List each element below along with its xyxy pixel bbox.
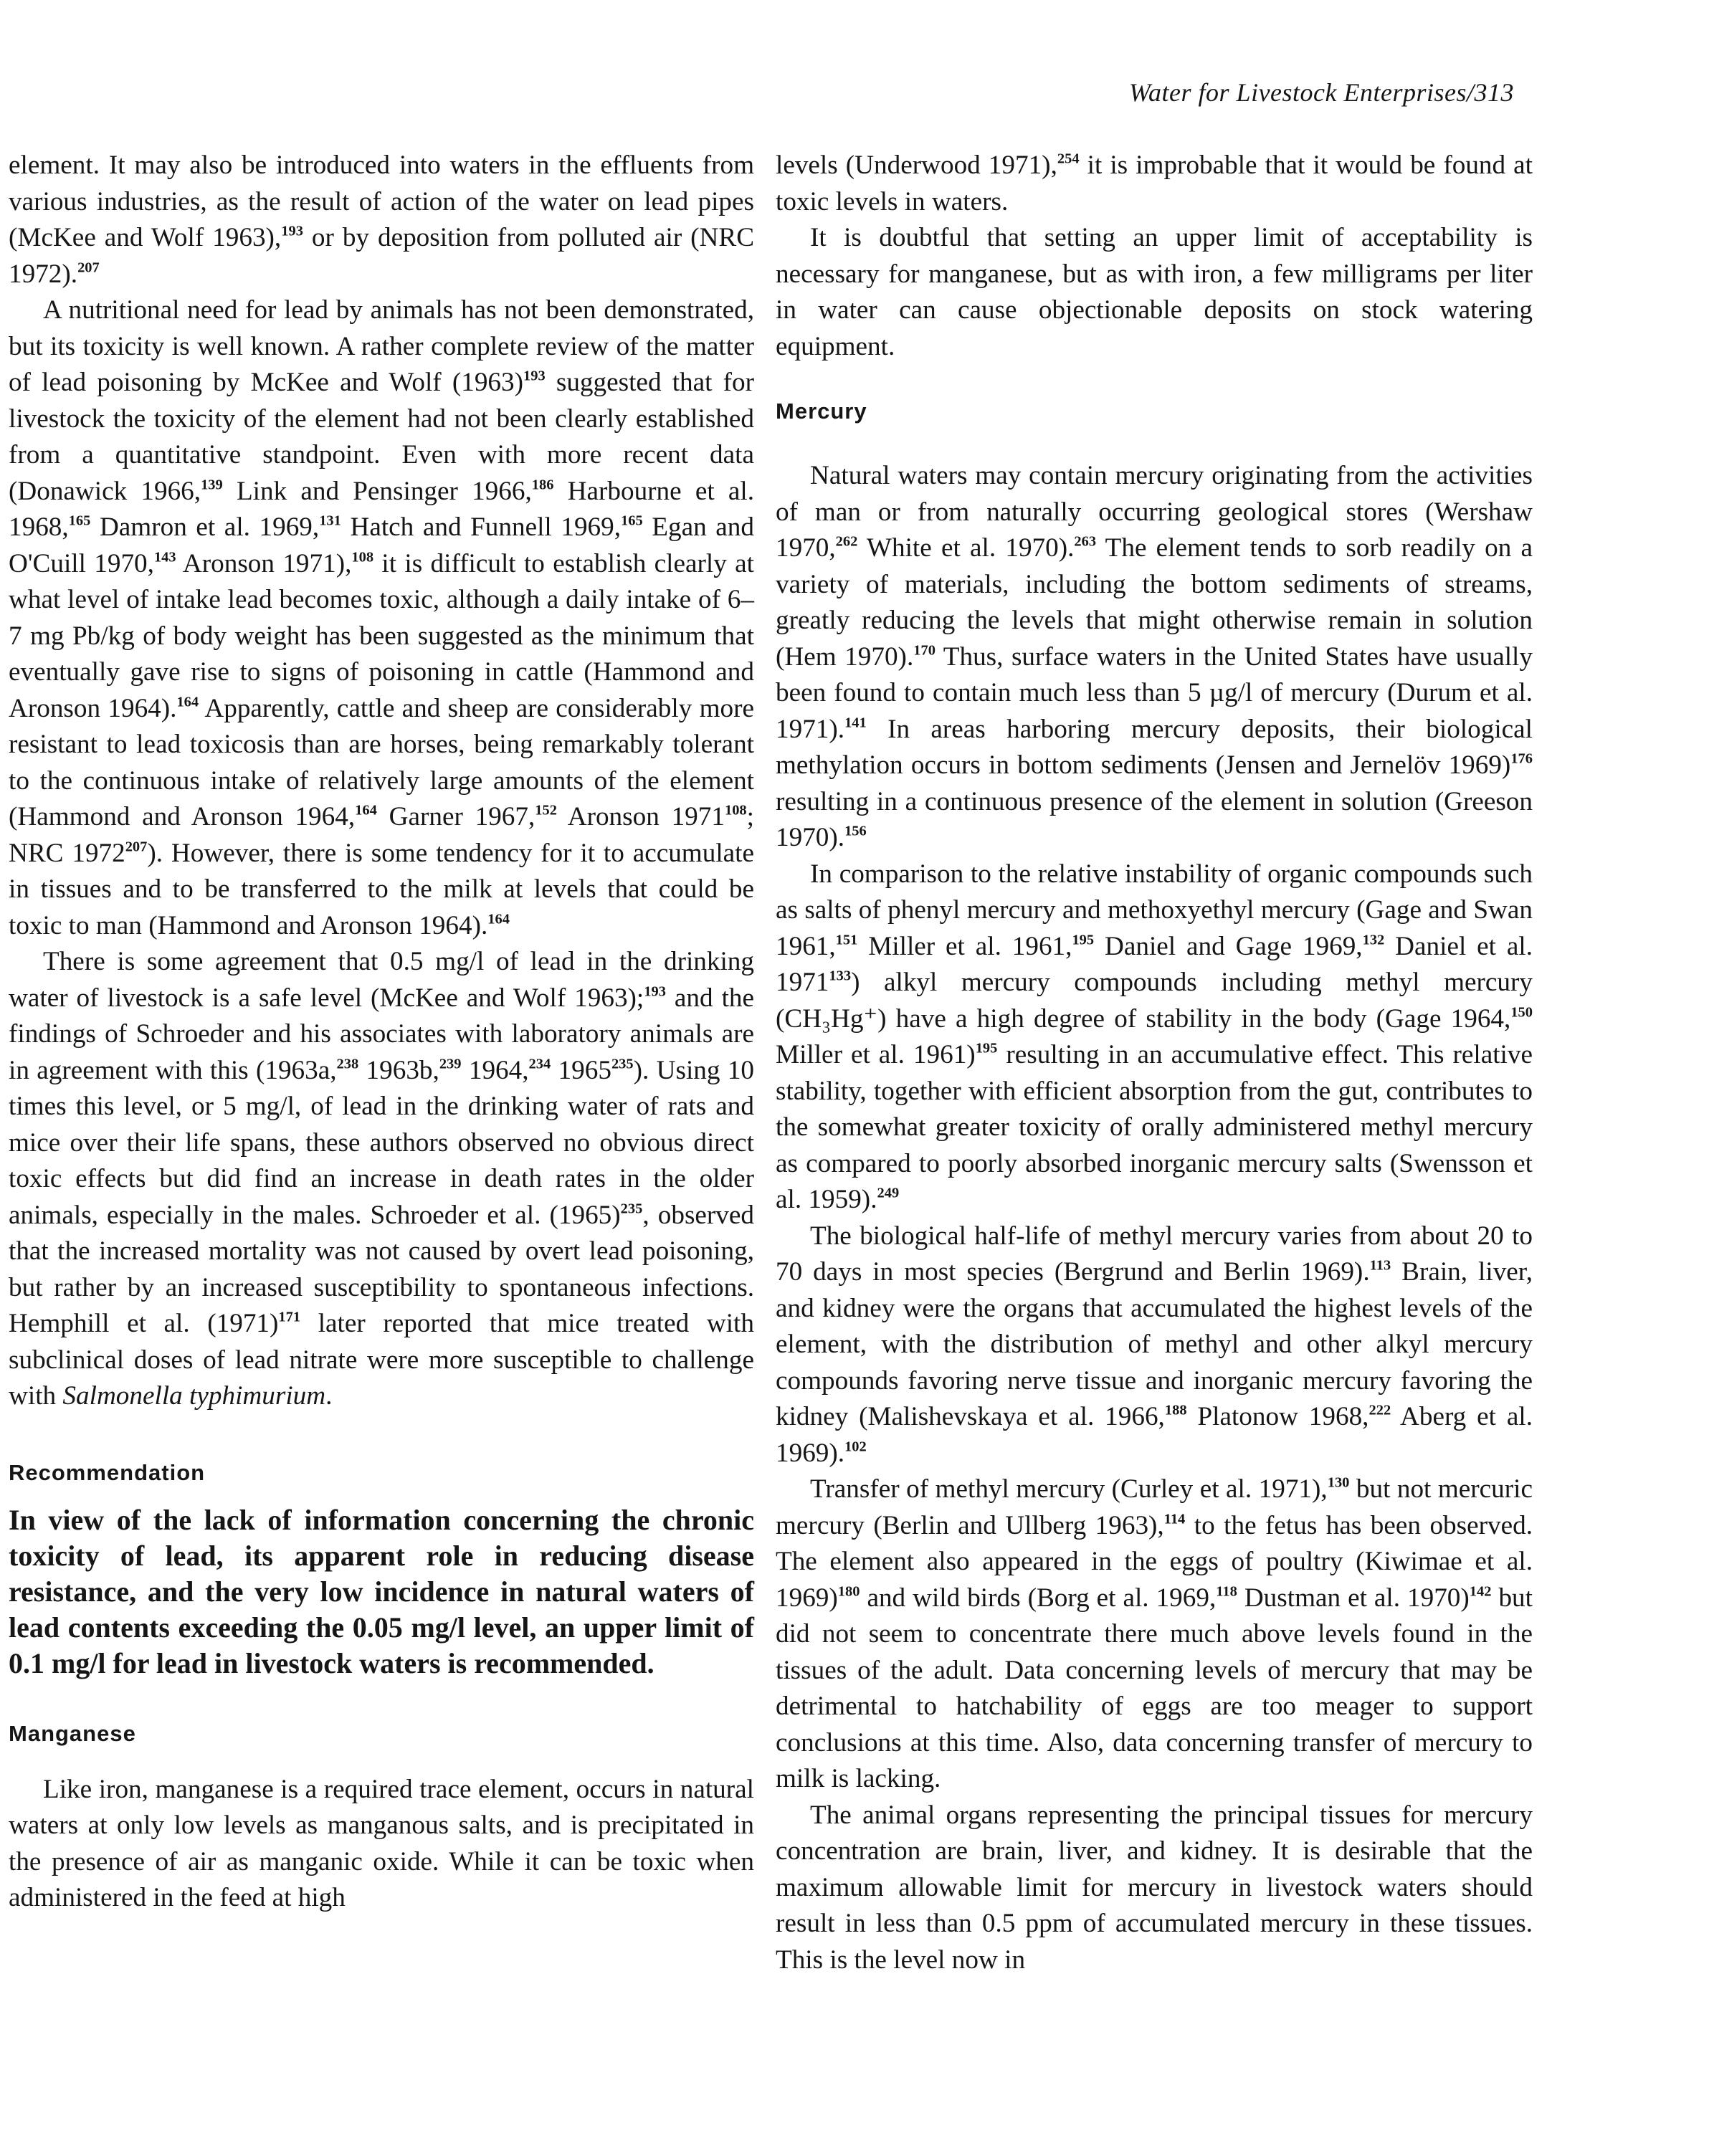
- citation-ref: 114: [1163, 1511, 1186, 1527]
- citation-ref: 207: [125, 839, 148, 855]
- citation-ref: 188: [1164, 1402, 1187, 1418]
- citation-ref: 176: [1510, 750, 1533, 767]
- citation-ref: 234: [528, 1056, 551, 1072]
- paragraph: In comparison to the relative instability of organic compounds such as salts of phenyl mercury and methoxyethyl mercury (Gage and Swan 1961,$^{151}$ Miller et al. 1961,$^{195}$ Daniel and Gage 1969,$^{132}$ Daniel et al. 1971$^{133}$) alkyl mercury compounds including methyl mercury (CH₃Hg⁺) have a high degree of stability in the body (Gage 1964,$^{150}$ Miller et al. 1961)$^{195}$ resulting in an accumulative effect. This relative stability, together with efficient absorption from the gut, contributes to the somewhat greater toxicity of orally administered methyl mercury as compared to poorly absorbed inorganic mercury salts (Swensson et al. 1959).$^{249}$: [776, 859, 1533, 1214]
- paragraph: element. It may also be introduced into waters in the effluents from various industries, as the result of action of the water on lead pipes (McKee and Wolf 1963),$^{193}$ or by deposition from polluted air (NRC 1972).$^{207}$: [9, 151, 755, 289]
- italic-organism-name: Salmonella typhimurium: [62, 1381, 326, 1411]
- paragraph: Natural waters may contain mercury originating from the activities of man or from naturally occurring geological stores (Wershaw 1970,$^{262}$ White et al. 1970).$^{263}$ The element tends to sorb readily on a variety of materials, including the bottom sediments of streams, greatly reducing the levels that might otherwise remain in solution (Hem 1970).$^{170}$ Thus, surface waters in the United States have usually been found to contain much less than 5 µg/l of mercury (Durum et al. 1971).$^{141}$ In areas harboring mercury deposits, their biological methylation occurs in bottom sediments (Jensen and Jernelöv 1969)$^{176}$ resulting in a continuous presence of the element in solution (Greeson 1970).$^{156}$: [776, 461, 1533, 852]
- citation-ref: 164: [176, 694, 199, 710]
- paragraph: It is doubtful that setting an upper limit of acceptability is necessary for manganese, but as with iron, a few milligrams per liter in water can cause objectionable deposits on stock watering equipment.: [776, 223, 1533, 361]
- citation-ref: 150: [1510, 1004, 1533, 1021]
- left-column: [9, 148, 754, 1917]
- citation-ref: 108: [724, 802, 747, 819]
- citation-ref: 186: [531, 477, 554, 493]
- citation-ref: 207: [77, 259, 100, 276]
- citation-ref: 249: [877, 1185, 900, 1201]
- citation-ref: 164: [487, 911, 510, 927]
- citation-ref: 254: [1057, 151, 1080, 167]
- citation-ref: 235: [611, 1056, 634, 1072]
- citation-ref: 151: [835, 932, 858, 948]
- citation-ref: 170: [913, 642, 936, 659]
- citation-ref: 195: [1072, 932, 1095, 948]
- citation-ref: 133: [829, 968, 852, 984]
- right-column: [776, 148, 1533, 1978]
- paragraph: levels (Underwood 1971),$^{254}$ it is improbable that it would be found at toxic levels in waters.: [776, 151, 1533, 216]
- citation-ref: 139: [201, 477, 223, 493]
- citation-ref: 193: [281, 223, 303, 239]
- citation-ref: 222: [1368, 1402, 1391, 1418]
- section-heading-recommendation: Recommendation: [9, 1459, 206, 1485]
- paragraph: Like iron, manganese is a required trace element, occurs in natural waters at only low levels as manganous salts, and is precipitated in the presence of air as manganic oxide. While it can be toxic when administered in the feed at high: [9, 1774, 754, 1912]
- citation-ref: 152: [535, 802, 557, 819]
- section-heading-mercury: Mercury: [776, 399, 867, 424]
- paragraph: Transfer of methyl mercury (Curley et al. 1971),$^{130}$ but not mercuric mercury (Berlin and Ullberg 1963),$^{114}$ to the fetus has been observed. The element also appeared in the eggs of poultry (Kiwimae et al. 1969)$^{180}$ and wild birds (Borg et al. 1969,$^{118}$ Dustman et al. 1970)$^{142}$ but did not seem to concentrate there much above levels found in the tissues of the adult. Data concerning levels of mercury that may be detrimental to hatchability of eggs are too meager to support conclusions at this time. Also, data concerning transfer of mercury to milk is lacking.: [776, 1474, 1533, 1793]
- citation-ref: 195: [975, 1040, 998, 1056]
- page-number: /313: [1466, 78, 1514, 107]
- citation-ref: 164: [355, 802, 377, 819]
- citation-ref: 193: [644, 983, 666, 1000]
- citation-ref: 263: [1074, 533, 1097, 550]
- paragraph: The biological half-life of methyl mercury varies from about 20 to 70 days in most species (Bergrund and Berlin 1969).$^{113}$ Brain, liver, and kidney were the organs that accumulated the highest levels of the element, with the distribution of methyl and other alkyl mercury compounds favoring nerve tissue and inorganic mercury favoring the kidney (Malishevskaya et al. 1966,$^{188}$ Platonow 1968,$^{222}$ Aberg et al. 1969).$^{102}$: [776, 1221, 1533, 1468]
- citation-ref: 113: [1369, 1257, 1391, 1274]
- citation-ref: 143: [153, 549, 176, 566]
- paragraph: There is some agreement that 0.5 mg/l of lead in the drinking water of livestock is a safe level (McKee and Wolf 1963);$^{193}$ and the findings of Schroeder and his associates with laboratory animals are in agreement with this (1963a,$^{238}$ 1963b,$^{239}$ 1964,$^{234}$ 1965$^{235}$). Using 10 times this level, or 5 mg/l, of lead in the drinking water of rats and mice over their life spans, these authors observed no obvious direct toxic effects but did find an increase in death rates in the older animals, especially in the males. Schroeder et al. $(1965)^{235}$, observed that the increased mortality was not caused by overt lead poisoning, but rather by an increased susceptibility to spontaneous infections. Hemphill et al. $(1971)^{171}$ later reported that mice treated with subclinical doses of lead nitrate were more susceptible to challenge with Salmonella typhimurium.: [9, 947, 755, 1411]
- citation-ref: 171: [278, 1309, 301, 1325]
- section-heading-manganese: Manganese: [9, 1720, 136, 1746]
- citation-ref: 131: [319, 512, 341, 529]
- citation-ref: 108: [351, 549, 374, 566]
- citation-ref: 102: [844, 1439, 867, 1455]
- citation-ref: 235: [620, 1201, 643, 1217]
- paragraph: A nutritional need for lead by animals has not been demonstrated, but its toxicity is well known. A rather complete review of the matter of lead poisoning by McKee and Wolf $(1963)^{193}$ suggested that for livestock the toxicity of the element had not been clearly established from a quantitative standpoint. Even with more recent data (Donawick 1966,$^{139}$ Link and Pensinger 1966,$^{186}$ Harbourne et al. 1968,$^{165}$ Damron et al. 1969,$^{131}$ Hatch and Funnell 1969,$^{165}$ Egan and O'Cuill 1970,$^{143}$ Aronson 1971),$^{108}$ it is difficult to establish clearly at what level of intake lead becomes toxic, although a daily intake of 6–7 mg Pb/kg of body weight has been suggested as the minimum that eventually gave rise to signs of poisoning in cattle (Hammond and Aronson 1964).$^{164}$ Apparently, cattle and sheep are considerably more resistant to lead toxicosis than are horses, being remarkably tolerant to the continuous intake of relatively large amounts of the element (Hammond and Aronson 1964,$^{164}$ Garner 1967,$^{152}$ Aronson 1971$^{108}$; NRC 1972$^{207}$). However, there is some tendency for it to accumulate in tissues and to be transferred to the milk at levels that could be toxic to man (Hammond and Aronson 1964).$^{164}$: [9, 295, 754, 940]
- citation-ref: 142: [1469, 1583, 1492, 1600]
- citation-ref: 238: [336, 1056, 359, 1072]
- citation-ref: 239: [439, 1056, 462, 1072]
- citation-ref: 262: [835, 533, 858, 550]
- paragraph: The animal organs representing the principal tissues for mercury concentration are brain, liver, and kidney. It is desirable that the maximum allowable limit for mercury in livestock waters should result in less than 0.5 ppm of accumulated mercury in these tissues. This is the level now in: [776, 1800, 1533, 1975]
- running-title: Water for Livestock Enterprises: [1128, 78, 1467, 107]
- citation-ref: 141: [844, 715, 867, 731]
- running-header: [1129, 77, 1514, 108]
- citation-ref: 165: [68, 512, 91, 529]
- recommendation-text: In view of the lack of information concerning the chronic toxicity of lead, its apparent role in reducing disease resistance, and the very low incidence in natural waters of lead contents exceeding the 0.05 mg/l level, an upper limit of 0.1 mg/l for lead in livestock waters is recommended.: [9, 1503, 754, 1679]
- citation-ref: 180: [837, 1583, 860, 1600]
- citation-ref: 193: [523, 368, 546, 384]
- citation-ref: 118: [1216, 1583, 1237, 1600]
- citation-ref: 156: [844, 823, 867, 839]
- citation-ref: 165: [621, 512, 643, 529]
- citation-ref: 130: [1327, 1474, 1350, 1491]
- citation-ref: 132: [1362, 932, 1385, 948]
